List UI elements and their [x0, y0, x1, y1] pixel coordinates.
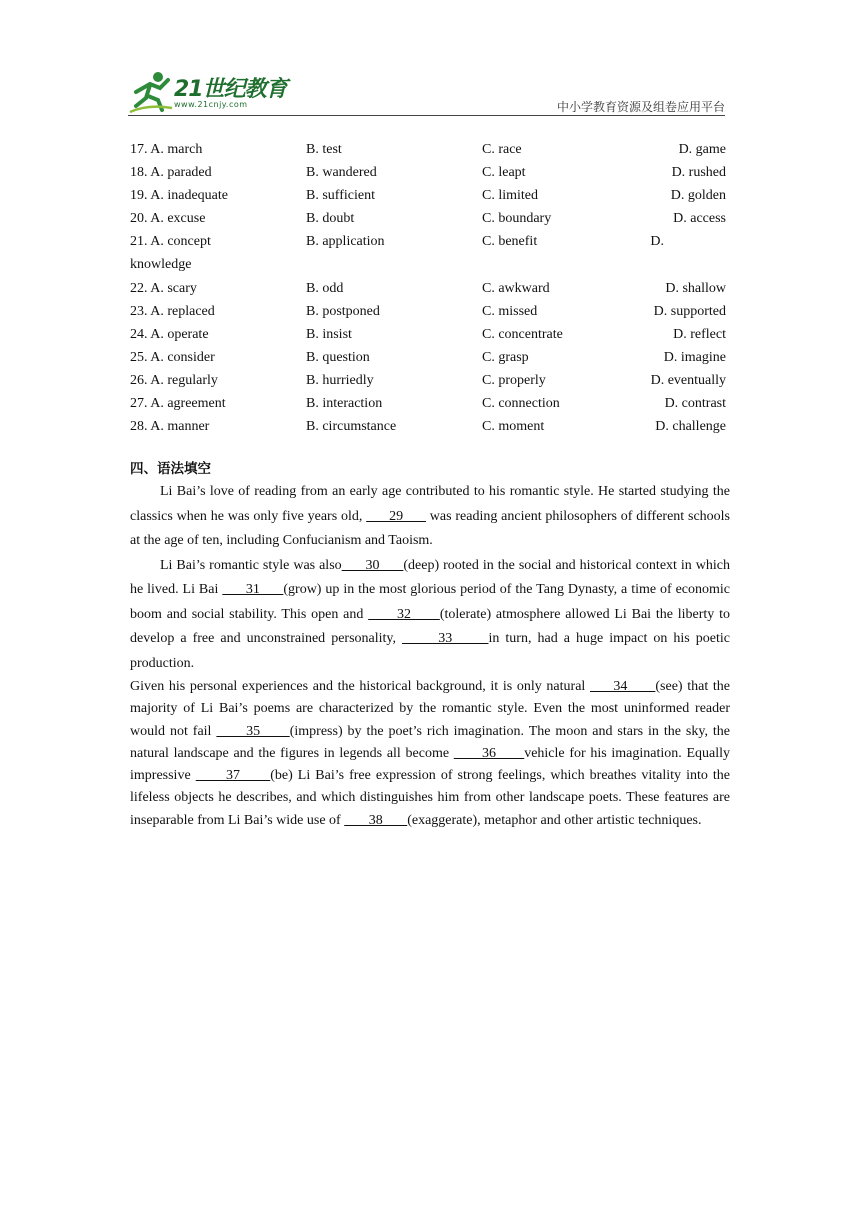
option-c: C. properly — [482, 372, 546, 388]
site-name: 中小学教育资源及组卷应用平台 — [556, 100, 725, 114]
option-d: D. eventually — [650, 372, 726, 388]
logo-text: 21世纪教育 — [174, 77, 287, 102]
option-n: 17. A. march — [130, 142, 203, 157]
option-row — [130, 300, 730, 323]
grammar-section — [130, 458, 730, 832]
option-n: 22. A. scary — [130, 280, 197, 296]
option-n: 27. A. agreement — [130, 396, 226, 412]
option-c: C. limited — [482, 188, 538, 204]
option-n: 18. A. paraded — [130, 165, 212, 181]
option-c: C. leapt — [482, 165, 526, 181]
option-d: D. game — [678, 142, 726, 157]
option-row — [130, 392, 730, 415]
option-row — [130, 277, 730, 300]
option-c: C. benefit — [482, 234, 538, 250]
text: (be) Li Bai’s free expression of strong feelings, which breathes vitality into the lifeless objects he describes, and which distinguishes him from other landscape poets. These features are inseparable from Li Bai’s wide use of — [130, 768, 730, 828]
option-row — [130, 323, 730, 346]
option-b: B. application — [306, 234, 385, 250]
option-n: 26. A. regularly — [130, 372, 218, 388]
text: Given his personal experiences and the historical background, it is only natural — [130, 679, 590, 694]
option-b: B. hurriedly — [306, 372, 374, 388]
option-b: B. circumstance — [306, 419, 397, 435]
blank-29[interactable]: 29 — [366, 508, 426, 524]
option-d: D. shallow — [665, 280, 726, 296]
option-row — [130, 161, 730, 184]
page-header — [128, 68, 725, 116]
option-b: B. doubt — [306, 211, 355, 227]
option-c: C. grasp — [482, 349, 529, 365]
option-b: B. insist — [306, 326, 352, 342]
option-list — [130, 138, 730, 438]
text: in turn, had a huge impact on his poetic production. — [130, 631, 730, 671]
option-n: 19. A. inadequate — [130, 188, 228, 204]
option-d: D. contrast — [664, 396, 726, 412]
option-row — [130, 184, 730, 207]
option-c: C. boundary — [482, 211, 552, 227]
option-c: C. race — [482, 142, 522, 157]
option-d: D. challenge — [655, 419, 726, 435]
option-n: 20. A. excuse — [130, 211, 206, 227]
option-b: B. interaction — [306, 396, 383, 412]
site-logo — [128, 68, 288, 116]
option-n: 25. A. consider — [130, 349, 215, 365]
text: Li Bai’s love of reading from an early age contributed to his romantic style. He started studying the classics when he was only five years old, — [130, 484, 730, 524]
blank-30[interactable]: 30 — [341, 557, 404, 573]
paragraph-1 — [130, 480, 730, 554]
blank-36[interactable]: 36 — [453, 745, 525, 761]
option-d: D. reflect — [673, 326, 726, 342]
option-row — [130, 207, 730, 230]
option-c: C. awkward — [482, 280, 550, 296]
blank-38[interactable]: 38 — [344, 812, 408, 828]
blank-37[interactable]: 37 — [195, 768, 271, 784]
option-d: D. rushed — [671, 165, 726, 181]
option-row — [130, 415, 730, 438]
blank-32[interactable]: 32 — [368, 606, 440, 622]
blank-34[interactable]: 34 — [589, 679, 656, 694]
option-c: C. connection — [482, 396, 560, 412]
option-b: B. wandered — [306, 165, 377, 181]
text: was reading ancient philosophers of different schools at the age of ten, including Confucianism and Taoism. — [130, 508, 730, 548]
option-d-wrap: knowledge — [130, 257, 192, 273]
text: vehicle for his imagination. Equally impressive — [130, 745, 731, 784]
text: (grow) up in the most glorious period of the Tang Dynasty, a time of economic boom and social stability. This open and — [130, 582, 731, 622]
option-row — [130, 230, 730, 276]
option-b: B. sufficient — [306, 188, 375, 204]
blank-31[interactable]: 31 — [222, 582, 284, 597]
option-n: 24. A. operate — [130, 326, 209, 342]
option-d: D. golden — [670, 188, 726, 204]
option-b: B. test — [306, 142, 342, 157]
text: (tolerate) atmosphere allowed Li Bai the liberty to develop a free and unconstrained personality, — [130, 606, 731, 646]
paragraph-2 — [130, 554, 730, 677]
option-d: D. access — [673, 211, 726, 227]
blank-33[interactable]: 33 — [402, 631, 489, 646]
option-b: B. odd — [306, 280, 344, 296]
text: Li Bai’s romantic style was also — [160, 557, 342, 573]
option-row — [130, 346, 730, 369]
option-b: B. question — [306, 349, 370, 365]
text: (impress) by the poet’s rich imagination. The moon and stars in the sky, the natural landscape and the figures in legends all become — [130, 723, 730, 761]
text: (deep) rooted in the social and historical context in which he lived. Li Bai — [130, 557, 730, 597]
text: (exaggerate), metaphor and other artistic techniques. — [407, 812, 702, 828]
option-d: D. imagine — [663, 349, 726, 365]
option-b: B. postponed — [306, 303, 380, 319]
option-n: 21. A. concept — [130, 234, 211, 250]
paragraph-3 — [130, 676, 730, 832]
option-c: C. missed — [482, 303, 538, 319]
option-row — [130, 369, 730, 392]
option-n: 23. A. replaced — [130, 303, 215, 319]
logo-url: www.21cnjy.com — [174, 100, 248, 109]
option-d: D. — [650, 234, 664, 250]
option-c: C. moment — [482, 419, 545, 435]
section-title: 四、语法填空 — [130, 461, 211, 477]
option-d: D. supported — [653, 303, 726, 319]
text: (see) that the majority of Li Bai’s poems are characterized by the romantic style. Even the most uninformed reader would not fail — [130, 679, 731, 739]
header-divider — [128, 115, 725, 116]
blank-35[interactable]: 35 — [216, 723, 290, 739]
option-row — [130, 138, 730, 161]
runner-logo-icon — [128, 68, 174, 116]
option-c: C. concentrate — [482, 326, 563, 342]
option-n: 28. A. manner — [130, 419, 210, 435]
